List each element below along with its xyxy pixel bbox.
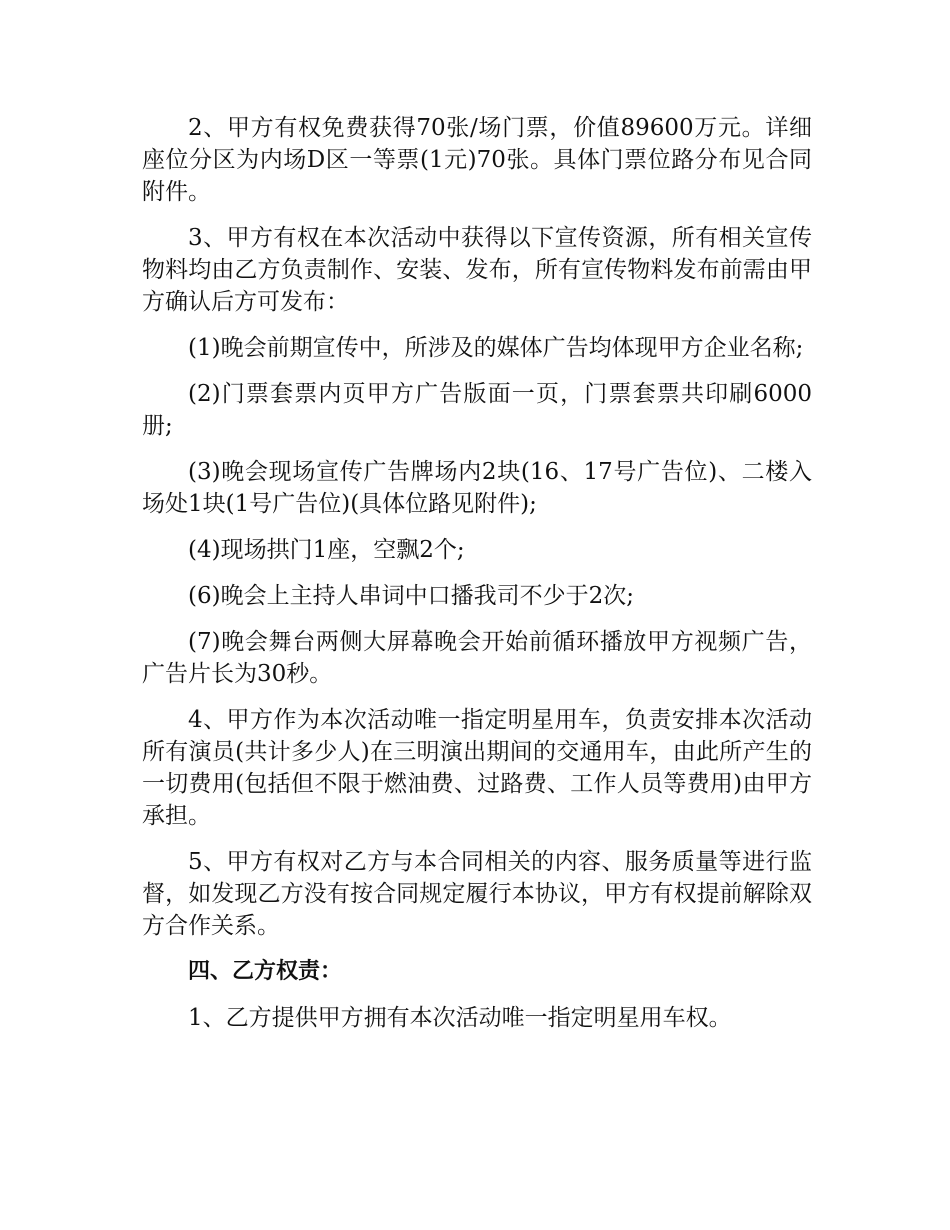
section-heading: 四、乙方权责： (188, 959, 343, 984)
list-item-billboards: (3)晚会现场宣传广告牌场内2块(16、17号广告位)、二楼入场处1块(1号广告位)(具体位路见附件); (142, 459, 812, 517)
paragraph-supervision: 5、甲方有权对乙方与本合同相关的内容、服务质量等进行监督，如发现乙方没有按合同规定履行本协议，甲方有权提前解除双方合作关系。 (142, 849, 812, 939)
list-item-host-mention: (6)晚会上主持人串词中口播我司不少于2次; (188, 583, 634, 609)
list-item-arch: (4)现场拱门1座，空飘2个; (188, 537, 465, 563)
list-item-screen-video: (7)晚会舞台两侧大屏幕晚会开始前循环播放甲方视频广告，广告片长为30秒。 (142, 629, 812, 687)
paragraph-promotion-resources: 3、甲方有权在本次活动中获得以下宣传资源，所有相关宣传物料均由乙方负责制作、安装、发布，所有宣传物料发布前需由甲方确认后方可发布： (142, 225, 812, 315)
list-item-ticket-booklet: (2)门票套票内页甲方广告版面一页，门票套票共印刷6000册; (142, 381, 812, 439)
paragraph-free-tickets: 2、甲方有权免费获得70张/场门票，价值89600万元。详细座位分区为内场D区一等票(1元)70张。具体门票位路分布见合同附件。 (142, 115, 812, 205)
document-body (142, 112, 812, 1048)
list-item-media-ads: (1)晚会前期宣传中，所涉及的媒体广告均体现甲方企业名称; (188, 335, 804, 361)
paragraph-party-b-1: 1、乙方提供甲方拥有本次活动唯一指定明星用车权。 (188, 1005, 732, 1031)
paragraph-official-car: 4、甲方作为本次活动唯一指定明星用车，负责安排本次活动所有演员(共计多少人)在三明演出期间的交通用车，由此所产生的一切费用(包括但不限于燃油费、过路费、工作人员等费用)由甲方承担。 (142, 707, 812, 829)
